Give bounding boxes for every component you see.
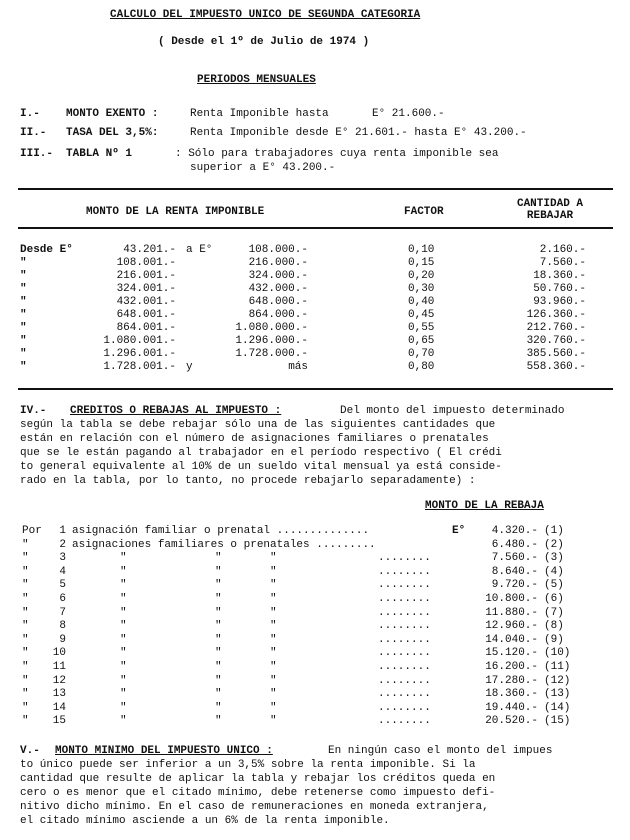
ditto-mark: ": [270, 674, 277, 687]
row-from: 648.001.-: [116, 309, 176, 321]
ditto-mark: ": [270, 565, 277, 578]
rebate-prefix: ": [22, 620, 29, 633]
section-i-text: Renta Imponible hasta: [190, 108, 329, 120]
row-factor: 0,40: [408, 296, 435, 308]
rebate-prefix: ": [22, 674, 29, 687]
row-amount: 50.760.-: [533, 283, 586, 295]
ditto-mark: ": [270, 579, 277, 592]
rebate-count: 4: [59, 565, 66, 578]
rebate-amount: 10.800.-: [485, 593, 538, 605]
section-i-label: MONTO EXENTO :: [66, 108, 159, 120]
rebate-amount: 16.200.-: [485, 661, 538, 673]
table-col2-header: FACTOR: [404, 206, 444, 218]
rebate-amount: 9.720.-: [491, 579, 538, 592]
rebate-count: 10: [52, 647, 66, 660]
rebate-ref: (5): [544, 579, 564, 592]
row-amount: 126.360.-: [526, 309, 586, 321]
section-iv-number: IV.-: [20, 405, 47, 417]
section-ii-number: II.-: [20, 127, 47, 139]
section-iii-line1: : Sólo para trabajadores cuya renta imponible sea: [175, 148, 499, 160]
ditto-mark: ": [120, 620, 127, 633]
row-prefix: ": [20, 257, 27, 269]
ditto-mark: ": [270, 701, 277, 714]
row-amount: 93.960.-: [533, 296, 586, 308]
ditto-mark: ": [120, 593, 127, 605]
rebate-amount: 4.320.-: [491, 525, 538, 537]
rebate-ref: (15): [544, 715, 571, 728]
rebate-count: 9: [59, 633, 66, 646]
rebate-ref: (14): [544, 701, 571, 714]
ditto-mark: ": [215, 661, 222, 673]
rebate-prefix: ": [22, 606, 29, 619]
row-from: 1.080.001.-: [103, 335, 176, 347]
rebate-prefix: ": [22, 593, 29, 605]
rebate-count: 6: [59, 593, 66, 605]
row-to: 1.080.000.-: [235, 322, 308, 334]
row-prefix: ": [20, 361, 27, 373]
ditto-mark: ": [215, 715, 222, 728]
rebate-ref: (12): [544, 674, 571, 687]
ditto-mark: ": [270, 688, 277, 701]
row-prefix: ": [20, 296, 27, 308]
row-to: 108.000.-: [248, 244, 308, 256]
row-from: 864.001.-: [116, 322, 176, 334]
row-to: 1.296.000.-: [235, 335, 308, 347]
row-to: 216.000.-: [248, 257, 308, 269]
ditto-mark: ": [120, 688, 127, 701]
row-from: 1.296.001.-: [103, 348, 176, 360]
rebate-count: 8: [59, 620, 66, 633]
document-subtitle: ( Desde el 1º de Julio de 1974 ): [158, 36, 370, 48]
section-iii-number: III.-: [20, 148, 54, 160]
section-iv-line1: Del monto del impuesto determinado: [340, 405, 565, 417]
document-title: CALCULO DEL IMPUESTO UNICO DE SEGUNDA CATEGORIA: [110, 9, 421, 21]
ditto-mark: ": [215, 579, 222, 592]
ditto-mark: ": [215, 633, 222, 646]
ditto-mark: ": [215, 565, 222, 578]
ditto-mark: ": [120, 701, 127, 714]
rebate-ref: (2): [544, 538, 564, 551]
leader-dots: ........: [378, 606, 431, 619]
row-prefix: ": [20, 309, 27, 321]
section-iv-label: CREDITOS O REBAJAS AL IMPUESTO :: [70, 405, 282, 417]
section-iii-label: TABLA Nº 1: [66, 148, 133, 160]
section-v-label: MONTO MINIMO DEL IMPUESTO UNICO :: [55, 745, 273, 757]
row-amount: 320.760.-: [526, 335, 586, 347]
row-to: 1.728.000.-: [235, 348, 308, 360]
leader-dots: ........: [378, 647, 431, 660]
row-factor: 0,55: [408, 322, 435, 334]
row-prefix: ": [20, 322, 27, 334]
ditto-mark: ": [120, 715, 127, 728]
leader-dots: ........: [378, 701, 431, 714]
row-factor: 0,15: [408, 257, 435, 269]
table-col3-header-line2: REBAJAR: [526, 210, 574, 222]
ditto-mark: ": [215, 620, 222, 633]
table-col3-header-line1: CANTIDAD A: [516, 198, 583, 210]
rebate-amount: 12.960.-: [485, 620, 538, 633]
row-amount: 18.360.-: [533, 270, 586, 282]
row-factor: 0,80: [408, 361, 435, 373]
leader-dots: ........: [378, 579, 431, 592]
ditto-mark: ": [215, 674, 222, 687]
row-from: 324.001.-: [116, 283, 176, 295]
section-iii-line2: superior a E° 43.200.-: [190, 162, 336, 174]
leader-dots: ........: [378, 620, 431, 633]
rebate-ref: (3): [544, 552, 564, 565]
rebate-ref: (7): [544, 606, 564, 619]
ditto-mark: ": [270, 647, 277, 660]
row-from: 1.728.001.-: [103, 361, 176, 373]
row-amount: 7.560.-: [539, 257, 586, 269]
section-iv-line3: están en relación con el número de asignaciones familiares o prenatales: [20, 433, 489, 445]
rebate-amount: 20.520.-: [485, 715, 538, 728]
leader-dots: ........: [378, 633, 431, 646]
section-i-value: E° 21.600.-: [372, 108, 445, 120]
rebate-ref: (9): [544, 633, 564, 646]
section-v-line5: nitivo dicho mínimo. En el caso de remuneraciones en moneda extranjera,: [20, 801, 489, 813]
rebate-count: 7: [59, 606, 66, 619]
row-to: 432.000.-: [248, 283, 308, 295]
row-separator: y: [186, 361, 193, 373]
table-top-rule: [18, 188, 613, 190]
section-v-number: V.-: [20, 745, 40, 757]
rebate-count: 5: [59, 579, 66, 592]
rebate-prefix: ": [22, 688, 29, 701]
ditto-mark: ": [270, 620, 277, 633]
rebate-amount: 17.280.-: [485, 674, 538, 687]
row-prefix: ": [20, 283, 27, 295]
period-heading: PERIODOS MENSUALES: [197, 74, 316, 86]
rebate-count: 14: [52, 701, 66, 714]
rebate-prefix: ": [22, 647, 29, 660]
ditto-mark: ": [215, 606, 222, 619]
section-iv-line2: según la tabla se debe rebajar sólo una de las siguientes cantidades que: [20, 419, 496, 431]
rebate-prefix: ": [22, 538, 29, 551]
row-to: más: [288, 361, 308, 373]
row-from: 432.001.-: [116, 296, 176, 308]
ditto-mark: ": [270, 606, 277, 619]
rebate-amount-header: MONTO DE LA REBAJA: [425, 500, 544, 512]
rebate-description: asignaciones familiares o prenatales .........: [72, 538, 376, 551]
ditto-mark: ": [120, 579, 127, 592]
rebate-prefix: ": [22, 565, 29, 578]
leader-dots: ........: [378, 552, 431, 565]
rebate-amount: 15.120.-: [485, 647, 538, 660]
rebate-ref: (8): [544, 620, 564, 633]
ditto-mark: ": [120, 606, 127, 619]
leader-dots: ........: [378, 565, 431, 578]
rebate-amount: 14.040.-: [485, 633, 538, 646]
row-to: 648.000.-: [248, 296, 308, 308]
rebate-prefix: ": [22, 579, 29, 592]
section-v-line2: to único puede ser inferior a un 3,5% sobre la renta imponible. Si la: [20, 759, 476, 771]
rebate-count: 3: [59, 552, 66, 565]
rebate-amount: 19.440.-: [485, 701, 538, 714]
section-v-line4: cero o es menor que el citado mínimo, debe retenerse como impuesto defi-: [20, 787, 496, 799]
rebate-ref: (10): [544, 647, 571, 660]
ditto-mark: ": [215, 593, 222, 605]
rebate-prefix: ": [22, 661, 29, 673]
row-factor: 0,10: [408, 244, 435, 256]
ditto-mark: ": [270, 593, 277, 605]
row-factor: 0,45: [408, 309, 435, 321]
rebate-amount: 11.880.-: [485, 606, 538, 619]
row-amount: 558.360.-: [526, 361, 586, 373]
rebate-count: 1: [59, 525, 66, 537]
ditto-mark: ": [215, 552, 222, 565]
row-from: 108.001.-: [116, 257, 176, 269]
ditto-mark: ": [270, 715, 277, 728]
rebate-count: 12: [52, 674, 66, 687]
row-amount: 212.760.-: [526, 322, 586, 334]
section-ii-label: TASA DEL 3,5%:: [66, 127, 159, 139]
row-amount: 385.560.-: [526, 348, 586, 360]
ditto-mark: ": [120, 647, 127, 660]
rebate-ref: (4): [544, 565, 564, 578]
section-iv-line5: to general equivalente al 10% de un sueldo vital mensual ya está conside-: [20, 461, 502, 473]
rebate-count: 11: [52, 661, 66, 673]
rebate-description: asignación familiar o prenatal ..............: [72, 525, 370, 537]
leader-dots: ........: [378, 674, 431, 687]
row-prefix: ": [20, 335, 27, 347]
rebate-ref: (13): [544, 688, 571, 701]
ditto-mark: ": [120, 552, 127, 565]
section-v-line1: En ningún caso el monto del impues: [328, 745, 553, 757]
rebate-prefix: ": [22, 633, 29, 646]
ditto-mark: ": [120, 565, 127, 578]
row-factor: 0,20: [408, 270, 435, 282]
ditto-mark: ": [215, 688, 222, 701]
table-header-rule: [18, 227, 613, 229]
ditto-mark: ": [120, 661, 127, 673]
rebate-prefix: ": [22, 552, 29, 565]
rebate-currency: E°: [452, 525, 466, 537]
table-bottom-rule: [18, 388, 613, 390]
row-to: 324.000.-: [248, 270, 308, 282]
rebate-prefix: ": [22, 701, 29, 714]
section-ii-text: Renta Imponible desde E° 21.601.- hasta E° 43.200.-: [190, 127, 527, 139]
leader-dots: ........: [378, 593, 431, 605]
ditto-mark: ": [270, 661, 277, 673]
section-v-line3: cantidad que resulte de aplicar la tabla y rebajar los créditos queda en: [20, 773, 496, 785]
rebate-prefix: ": [22, 715, 29, 728]
rebate-count: 15: [52, 715, 66, 728]
row-separator: a E°: [186, 244, 213, 256]
rebate-count: 13: [52, 688, 66, 701]
rebate-amount: 18.360.-: [485, 688, 538, 701]
row-factor: 0,70: [408, 348, 435, 360]
rebate-amount: 6.480.-: [491, 538, 538, 551]
row-from: 43.201.-: [123, 244, 176, 256]
ditto-mark: ": [215, 701, 222, 714]
leader-dots: ........: [378, 661, 431, 673]
rebate-ref: (6): [544, 593, 564, 605]
rebate-prefix: Por: [22, 525, 42, 537]
leader-dots: ........: [378, 688, 431, 701]
ditto-mark: ": [270, 633, 277, 646]
ditto-mark: ": [120, 674, 127, 687]
rebate-ref: (11): [544, 661, 571, 673]
row-from: 216.001.-: [116, 270, 176, 282]
table-col1-header: MONTO DE LA RENTA IMPONIBLE: [86, 206, 265, 218]
row-factor: 0,30: [408, 283, 435, 295]
section-iv-line6: rado en la tabla, por lo tanto, no procede rebajarlo separadamente) :: [20, 475, 476, 487]
row-factor: 0,65: [408, 335, 435, 347]
rebate-amount: 7.560.-: [491, 552, 538, 565]
ditto-mark: ": [270, 552, 277, 565]
leader-dots: ........: [378, 715, 431, 728]
row-amount: 2.160.-: [539, 244, 586, 256]
row-prefix: ": [20, 348, 27, 360]
row-to: 864.000.-: [248, 309, 308, 321]
section-v-line6: el citado mínimo asciende a un 6% de la renta imponible.: [20, 815, 390, 827]
row-prefix: ": [20, 270, 27, 282]
rebate-amount: 8.640.-: [491, 565, 538, 578]
rebate-ref: (1): [544, 525, 564, 537]
section-iv-line4: que se le están pagando al trabajador en el período respectivo ( El crédi: [20, 447, 502, 459]
ditto-mark: ": [215, 647, 222, 660]
section-i-number: I.-: [20, 108, 40, 120]
rebate-count: 2: [59, 538, 66, 551]
ditto-mark: ": [120, 633, 127, 646]
row-prefix: Desde E°: [20, 244, 73, 256]
